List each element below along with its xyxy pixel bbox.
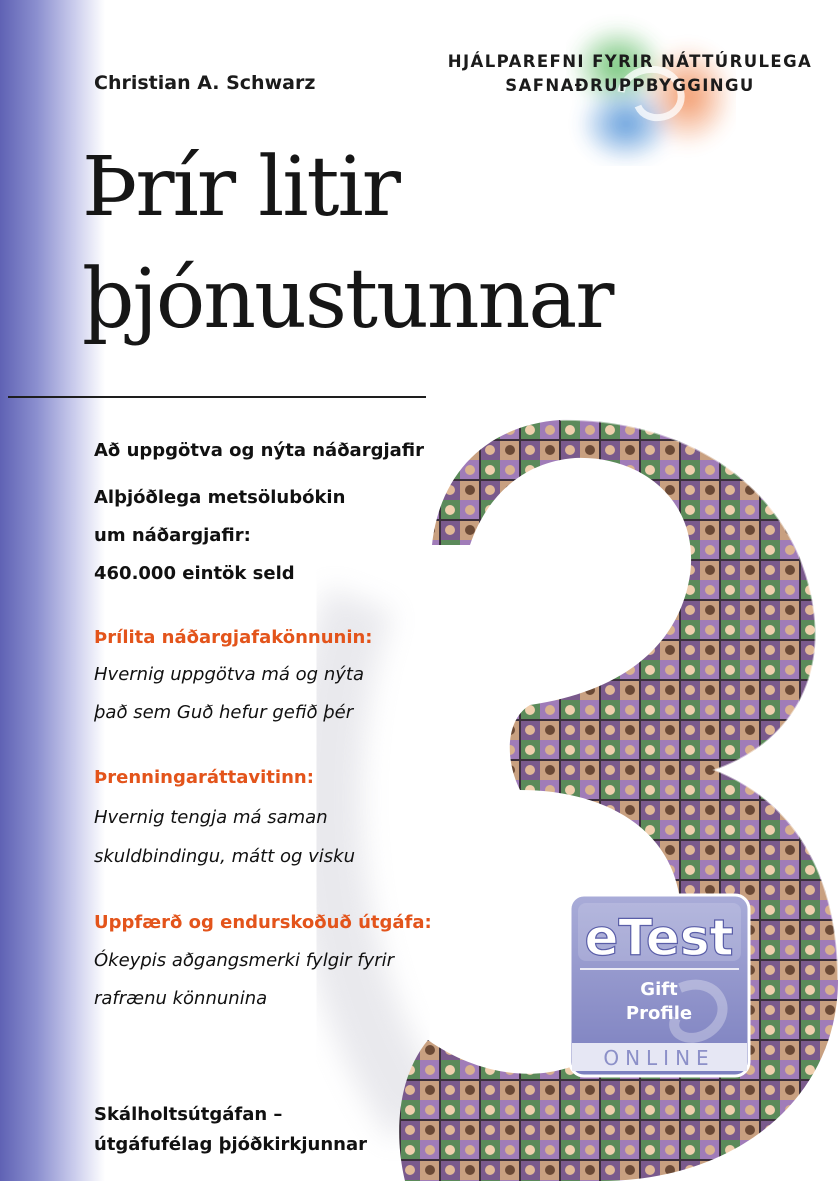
title-line-2: þjónustunnar [82,252,613,347]
series-line-1: HJÁLPAREFNI FYRIR NÁTTÚRULEGA [447,52,813,71]
bestseller-line-2: um náðargjafir: [94,525,251,546]
title-line-1: Þrír litir [82,140,399,235]
author-name: Christian A. Schwarz [94,72,316,94]
badge-line-1: Gift [640,979,678,1000]
feature-3-line-1: Ókeypis aðgangsmerki fylgir fyrir [94,950,395,971]
etest-badge [568,893,751,1078]
subtitle: Að uppgötva og nýta náðargjafir [94,440,425,461]
series-line-2: SAFNAÐRUPPBYGGINGU [505,76,755,95]
feature-1-heading: Þrílita náðargjafakönnunin: [94,627,373,648]
publisher-line-2: útgáfufélag þjóðkirkjunnar [94,1134,368,1155]
feature-1-line-1: Hvernig uppgötva má og nýta [94,664,364,685]
bestseller-line-3: 460.000 eintök seld [94,563,295,584]
feature-2-heading: Þrenningaráttavitinn: [94,767,314,788]
feature-3-heading: Uppfærð og endurskoðuð útgáfa: [94,912,432,933]
feature-1-line-2: það sem Guð hefur gefið þér [94,702,354,723]
feature-3-line-2: rafrænu könnunina [94,988,268,1009]
publisher-line-1: Skálholtsútgáfan – [94,1104,283,1125]
feature-2-line-2: skuldbindingu, mátt og visku [94,846,356,867]
publisher [94,1100,367,1160]
bestseller-line-1: Alþjóðlega metsölubókin [94,487,346,508]
badge-line-2: Profile [625,1003,693,1024]
badge-title: eTest [584,909,734,967]
feature-2-line-1: Hvernig tengja má saman [94,807,328,828]
badge-footer: ONLINE [603,1046,715,1070]
